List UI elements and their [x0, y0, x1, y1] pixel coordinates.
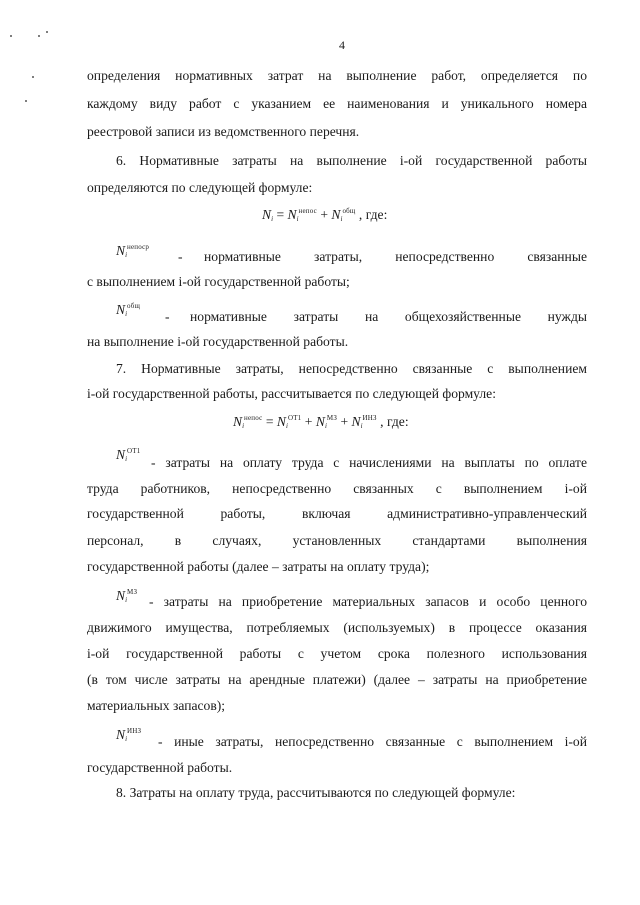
dash: - — [165, 309, 170, 324]
text-line: труда работников, непосредственно связанных с выполнением i-ой — [87, 481, 587, 496]
text-line: персонал, в случаях, установленных стандартами выполнения — [87, 533, 587, 548]
text-line: государственной работы, включая административно-управленческий — [87, 506, 587, 521]
text-line: - затраты на приобретение материальных запасов и особо ценного — [149, 594, 587, 609]
page-number: 4 — [339, 38, 345, 52]
text-line: на выполнение i-ой государственной работы. — [87, 334, 349, 349]
formula-ni: $N_i = N_i^{непос} + N_i^{общ}$ , где: — [262, 207, 388, 223]
text-line: нормативные затраты на общехозяйственные нужды — [190, 309, 587, 324]
scan-speck — [32, 76, 34, 78]
text-line: каждому виду работ с указанием ее наименования и уникального номера — [87, 96, 587, 111]
text-line: движимого имущества, потребляемых (используемых) в процессе оказания — [87, 620, 587, 635]
text-line: 8. Затраты на оплату труда, рассчитываются по следующей формуле: — [116, 785, 516, 800]
formula-nepos: $N_i^{непос} = N_i^{ОТ1} + N_i^{МЗ} + N_i^{ИНЗ}$ , где: — [233, 414, 409, 430]
text-line: - иные затраты, непосредственно связанные с выполнением i-ой — [158, 734, 587, 749]
text-line: материальных запасов); — [87, 698, 226, 713]
text-line: нормативные затраты, непосредственно связанные — [204, 249, 587, 264]
text-line: (в том числе затраты на арендные платежи) (далее – затраты на приобретение — [87, 672, 587, 687]
dash: - — [178, 249, 183, 264]
text-line: 7. Нормативные затраты, непосредственно связанные с выполнением — [116, 361, 587, 376]
text-line: 6. Нормативные затраты на выполнение i-ой государственной работы — [116, 153, 587, 168]
symbol-n-nepoср: $N_i^{непоср}$ — [116, 243, 150, 259]
scan-speck — [25, 100, 27, 102]
text-line: - затраты на оплату труда с начислениями на выплаты по оплате — [151, 455, 587, 470]
text-line: государственной работы (далее – затраты на оплату труда); — [87, 559, 430, 574]
symbol-n-mz: $N_i^{МЗ}$ — [116, 588, 138, 604]
text-line: i-ой государственной работы с учетом срока полезного использования — [87, 646, 587, 661]
text-line: государственной работы. — [87, 760, 233, 775]
scan-speck — [46, 31, 48, 33]
text-line: с выполнением i-ой государственной работы; — [87, 274, 350, 289]
symbol-n-inz: $N_i^{ИНЗ}$ — [116, 727, 142, 743]
scan-speck — [38, 35, 40, 37]
symbol-n-ot1: $N_i^{ОТ1}$ — [116, 447, 141, 463]
symbol-n-obsh: $N_i^{общ}$ — [116, 302, 141, 318]
text-line: реестровой записи из ведомственного перечня. — [87, 124, 360, 139]
text-line: i-ой государственной работы, рассчитывается по следующей формуле: — [87, 386, 496, 401]
text-line: определения нормативных затрат на выполнение работ, определяется по — [87, 68, 587, 83]
text-line: определяются по следующей формуле: — [87, 180, 313, 195]
scan-speck — [10, 35, 12, 37]
